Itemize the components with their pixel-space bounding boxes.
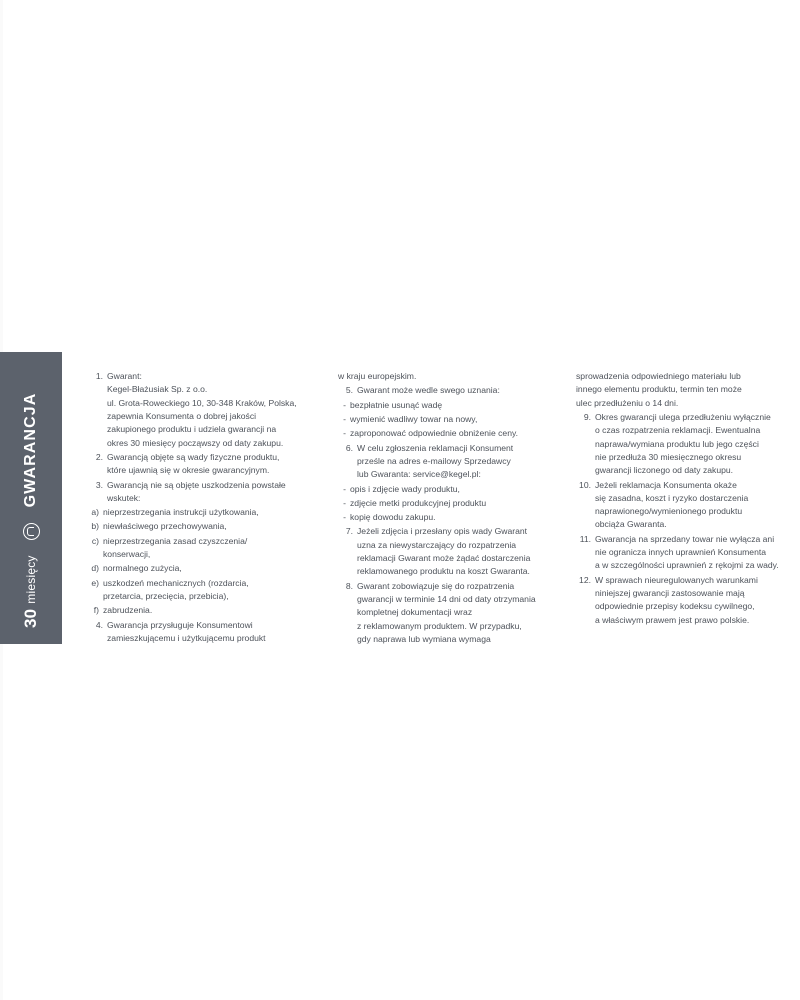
- clause-line: odpowiednie przepisy kodeksu cywilnego,: [595, 601, 755, 612]
- clause-line: Kegel-Błażusiak Sp. z o.o.: [107, 384, 208, 395]
- clause-marker: 6.: [345, 442, 353, 453]
- clause-line: gwarancji w terminie 14 dni od daty otrzymania: [357, 594, 536, 604]
- clause-line: obciąża Gwaranta.: [595, 519, 667, 530]
- clause-line: Gwarant zobowiązuje się do rozpatrzenia: [357, 580, 515, 591]
- clause-line: Jeżeli reklamacja Konsumenta okaże: [595, 479, 737, 490]
- clause-line: nieprzestrzegania instrukcji użytkowania,: [103, 507, 259, 518]
- clause-text: [107, 370, 320, 450]
- warranty-clause: [576, 533, 782, 573]
- clause-line: prześle na adres e-mailowy Sprzedawcy: [357, 455, 511, 466]
- warranty-clause: [338, 497, 558, 510]
- clause-line: W sprawach nieuregulowanych warunkami: [595, 574, 758, 585]
- clause-line: Gwarant może wedle swego uznania:: [357, 385, 500, 396]
- clause-marker: 8.: [345, 580, 353, 591]
- clause-marker: -: [343, 512, 346, 523]
- warranty-clause: [338, 413, 558, 426]
- clause-marker: -: [343, 428, 346, 439]
- clause-line: kopię dowodu zakupu.: [350, 512, 436, 523]
- clause-text: [357, 525, 558, 578]
- warranty-clause: [88, 604, 320, 617]
- clause-marker: 9.: [583, 411, 591, 422]
- clause-marker: 7.: [345, 526, 353, 537]
- warranty-clause: [338, 399, 558, 412]
- clause-text: [103, 604, 320, 617]
- clause-line: zabrudzenia.: [103, 605, 153, 616]
- clause-marker: 2.: [95, 451, 103, 462]
- warranty-clause: [338, 525, 558, 578]
- clause-marker: -: [343, 413, 346, 424]
- warranty-months-word: miesięcy: [24, 555, 38, 604]
- warranty-column-3: [576, 370, 782, 634]
- clause-text: [103, 520, 320, 533]
- clause-marker: -: [343, 399, 346, 410]
- warranty-sidebar: [0, 352, 62, 644]
- warranty-clause: [576, 479, 782, 532]
- clause-line: konserwacji,: [103, 549, 151, 560]
- warranty-clause: [338, 370, 558, 383]
- warranty-clause: [88, 506, 320, 519]
- clause-marker: d): [91, 563, 99, 574]
- clause-line: bezpłatnie usunąć wadę: [350, 399, 443, 410]
- clause-line: przetarcia, przecięcia, przebicia),: [103, 591, 229, 601]
- sidebar-inner: [0, 352, 62, 644]
- clause-line: uzna za niewystarczający do rozpatrzenia: [357, 539, 517, 550]
- clause-text: [595, 533, 782, 573]
- shield-icon: [23, 523, 40, 540]
- warranty-clause: [576, 370, 782, 410]
- clause-line: wskutek:: [107, 492, 141, 503]
- clause-line: nie przedłuża 30 miesięcznego okresu: [595, 451, 742, 462]
- clause-line: nie ogranicza innych uprawnień Konsumenta: [595, 547, 767, 558]
- clause-line: opis i zdjęcie wady produktu,: [350, 483, 460, 494]
- warranty-months-number: 30: [21, 608, 40, 628]
- clause-line: kompletnej dokumentacji wraz: [357, 607, 473, 618]
- clause-text: [350, 399, 558, 412]
- clause-line: Okres gwarancji ulega przedłużeniu wyłącznie: [595, 411, 771, 422]
- clause-line: Gwarancją objęte są wady fizyczne produktu,: [107, 451, 280, 462]
- warranty-clause: [338, 384, 558, 397]
- clause-text: [350, 413, 558, 426]
- clause-line: zapewnia Konsumenta o dobrej jakości: [107, 410, 257, 421]
- warranty-clause: [88, 535, 320, 562]
- clause-line: nieprzestrzegania zasad czyszczenia/: [103, 535, 248, 546]
- clause-line: o czas rozpatrzenia reklamacji. Ewentualna: [595, 425, 761, 436]
- clause-line: reklamowanego produktu na koszt Gwaranta.: [357, 566, 530, 577]
- clause-line: a właściwym prawem jest prawo polskie.: [595, 614, 750, 625]
- warranty-clause: [88, 479, 320, 506]
- clause-marker: -: [343, 483, 346, 494]
- clause-marker: 12.: [579, 574, 591, 585]
- clause-line: uszkodzeń mechanicznych (rozdarcia,: [103, 577, 249, 588]
- clause-line: lub Gwaranta: service@kegel.pl:: [357, 469, 481, 480]
- clause-marker: e): [91, 577, 99, 588]
- clause-line: zakupionego produktu i udziela gwarancji na: [107, 424, 277, 435]
- warranty-clause: [88, 370, 320, 450]
- clause-line: W celu zgłoszenia reklamacji Konsument: [357, 442, 514, 453]
- clause-line: które ujawnią się w okresie gwarancyjnym.: [107, 465, 270, 476]
- clause-line: Gwarancją nie są objęte uszkodzenia powstałe: [107, 479, 286, 490]
- clause-line: naprawa/wymiana produktu lub jego części: [595, 438, 759, 449]
- clause-marker: a): [91, 507, 99, 518]
- warranty-clause: [88, 451, 320, 478]
- warranty-title: GWARANCJA: [22, 392, 39, 508]
- clause-line: się zasadna, koszt i ryzyko dostarczenia: [595, 492, 749, 503]
- clause-line: wymienić wadliwy towar na nowy,: [350, 413, 478, 424]
- clause-line: innego elementu produktu, termin ten może: [576, 384, 742, 395]
- clause-line: zdjęcie metki produkcyjnej produktu: [350, 497, 487, 508]
- clause-text: [576, 370, 782, 410]
- clause-line: sprowadzenia odpowiedniego materiału lub: [576, 371, 741, 381]
- warranty-clause: [338, 442, 558, 482]
- warranty-clause: [88, 562, 320, 575]
- clause-line: Jeżeli zdjęcia i przesłany opis wady Gwarant: [357, 526, 528, 537]
- warranty-clause: [88, 619, 320, 646]
- clause-text: [595, 411, 782, 478]
- clause-text: [103, 562, 320, 575]
- clause-text: [357, 580, 558, 647]
- clause-line: zamieszkującemu i użytkującemu produkt: [107, 632, 266, 643]
- clause-text: [357, 384, 558, 397]
- clause-line: ul. Grota-Roweckiego 10, 30-348 Kraków, Polska,: [107, 397, 297, 408]
- clause-marker: 5.: [345, 385, 353, 396]
- sidebar-vertical-label: [7, 368, 55, 628]
- warranty-clause: [576, 574, 782, 627]
- warranty-column-2: [338, 370, 558, 644]
- clause-text: [107, 451, 320, 478]
- clause-marker: 3.: [95, 479, 103, 490]
- warranty-clause: [338, 511, 558, 524]
- clause-line: okres 30 miesięcy począwszy od daty zakupu.: [107, 437, 284, 448]
- warranty-content: [62, 352, 800, 644]
- clause-line: Gwarant:: [107, 371, 142, 381]
- clause-text: [350, 427, 558, 440]
- clause-line: normalnego zużycia,: [103, 563, 182, 574]
- clause-text: [595, 574, 782, 627]
- clause-marker: b): [91, 521, 99, 532]
- warranty-clause: [338, 580, 558, 647]
- clause-text: [338, 370, 558, 383]
- warranty-clause: [338, 483, 558, 496]
- clause-text: [103, 577, 320, 604]
- clause-line: a w szczególności uprawnień z rękojmi za wady.: [595, 560, 779, 571]
- clause-marker: 10.: [579, 479, 591, 490]
- clause-line: zaproponować odpowiednie obniżenie ceny.: [350, 428, 519, 439]
- warranty-clause: [88, 577, 320, 604]
- clause-marker: c): [91, 535, 99, 546]
- clause-line: niewłaściwego przechowywania,: [103, 521, 227, 532]
- clause-line: niniejszej gwarancji zastosowanie mają: [595, 588, 745, 598]
- warranty-band: [0, 352, 800, 644]
- clause-line: reklamacji Gwarant może żądać dostarczenia: [357, 553, 531, 564]
- clause-marker: 1.: [95, 371, 103, 381]
- clause-text: [103, 535, 320, 562]
- clause-text: [107, 479, 320, 506]
- clause-marker: 11.: [579, 533, 591, 544]
- clause-line: gwarancji liczonego od daty zakupu.: [595, 465, 734, 476]
- clause-text: [107, 619, 320, 646]
- clause-marker: f): [93, 605, 99, 616]
- clause-line: ulec przedłużeniu o 14 dni.: [576, 397, 679, 408]
- warranty-clause: [576, 411, 782, 478]
- clause-line: gdy naprawa lub wymiana wymaga: [357, 633, 491, 644]
- clause-marker: -: [343, 497, 346, 508]
- clause-text: [350, 483, 558, 496]
- clause-line: w kraju europejskim.: [338, 371, 417, 381]
- warranty-clause: [338, 427, 558, 440]
- clause-line: Gwarancja przysługuje Konsumentowi: [107, 619, 253, 630]
- clause-text: [350, 497, 558, 510]
- warranty-clause: [88, 520, 320, 533]
- clause-text: [595, 479, 782, 532]
- clause-line: naprawionego/wymienionego produktu: [595, 506, 743, 517]
- clause-marker: 4.: [95, 619, 103, 630]
- warranty-column-1: [88, 370, 320, 643]
- clause-text: [357, 442, 558, 482]
- clause-line: Gwarancja na sprzedany towar nie wyłącza ani: [595, 533, 775, 544]
- clause-line: z reklamowanym produktem. W przypadku,: [357, 620, 522, 631]
- clause-text: [103, 506, 320, 519]
- clause-text: [350, 511, 558, 524]
